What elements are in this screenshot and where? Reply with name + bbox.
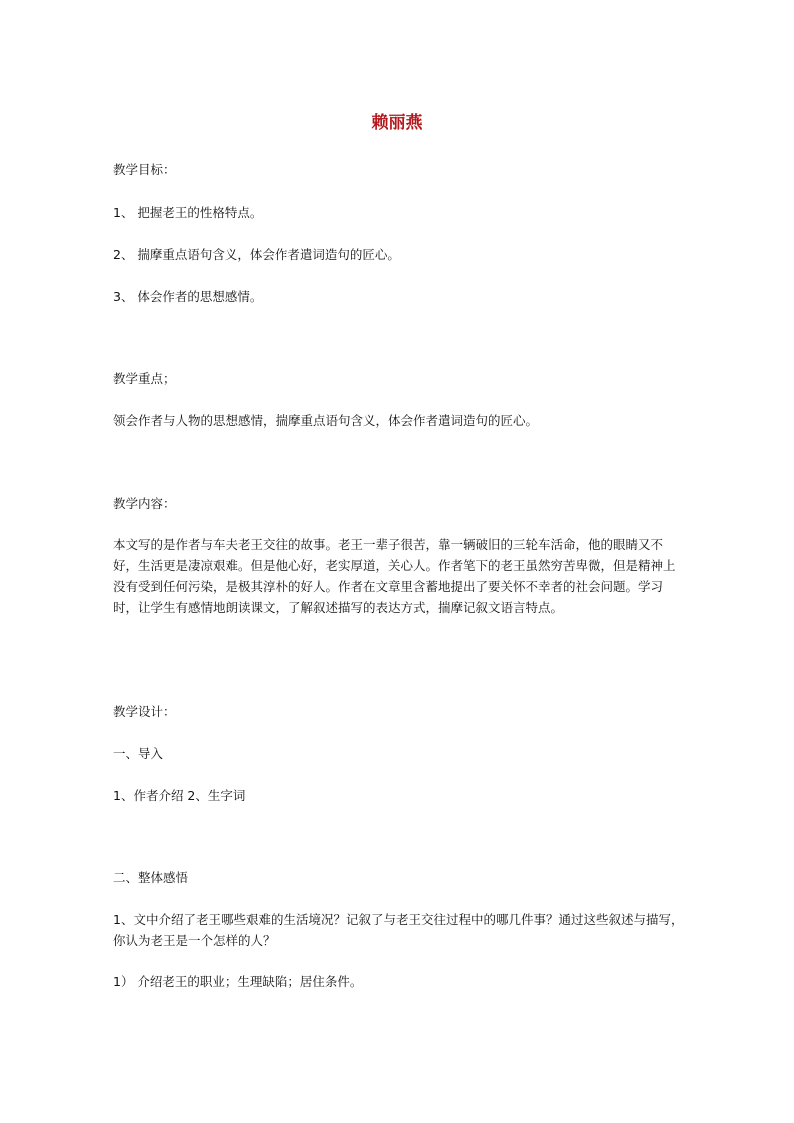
- focus-text: 领会作者与人物的思想感情，揣摩重点语句含义，体会作者遣词造句的匠心。: [113, 413, 539, 428]
- section2-answer-1: 1） 介绍老王的职业；生理缺陷；居住条件。: [113, 974, 363, 989]
- content-paragraph: 本文写的是作者与车夫老王交往的故事。老王一辈子很苦，靠一辆破旧的三轮车活命，他的眼睛又不好，生活更是凄凉艰难。但是他心好，老实厚道，关心人。作者笔下的老王虽然穷苦卑微，但是精神上没有受到任何污染，是极其淳朴的好人。作者在文章里含蓄地提出了要关怀不幸者的社会问题。学习时，让学生有感情地朗读课文，了解叙述描写的表达方式，揣摩记叙文语言特点。: [113, 537, 676, 615]
- content-heading: 教学内容：: [113, 496, 176, 511]
- objectives-heading: 教学目标：: [113, 162, 176, 177]
- section1-heading: 一、导入: [113, 746, 164, 761]
- design-heading: 教学设计：: [113, 704, 176, 719]
- objective-item-2: 2、 揣摩重点语句含义，体会作者遣词造句的匠心。: [113, 247, 400, 262]
- document-title: 赖丽燕: [371, 113, 423, 133]
- objective-item-3: 3、 体会作者的思想感情。: [113, 289, 263, 304]
- section2-question: 1、文中介绍了老王哪些艰难的生活境况？记叙了与老王交往过程中的哪几件事？通过这些叙述与描写，你认为老王是一个怎样的人？: [113, 912, 684, 948]
- section2-heading: 二、整体感悟: [113, 870, 189, 885]
- focus-heading: 教学重点；: [113, 371, 176, 386]
- section1-items: 1、作者介绍 2、生字词: [113, 788, 246, 803]
- objective-item-1: 1、 把握老王的性格特点。: [113, 205, 263, 220]
